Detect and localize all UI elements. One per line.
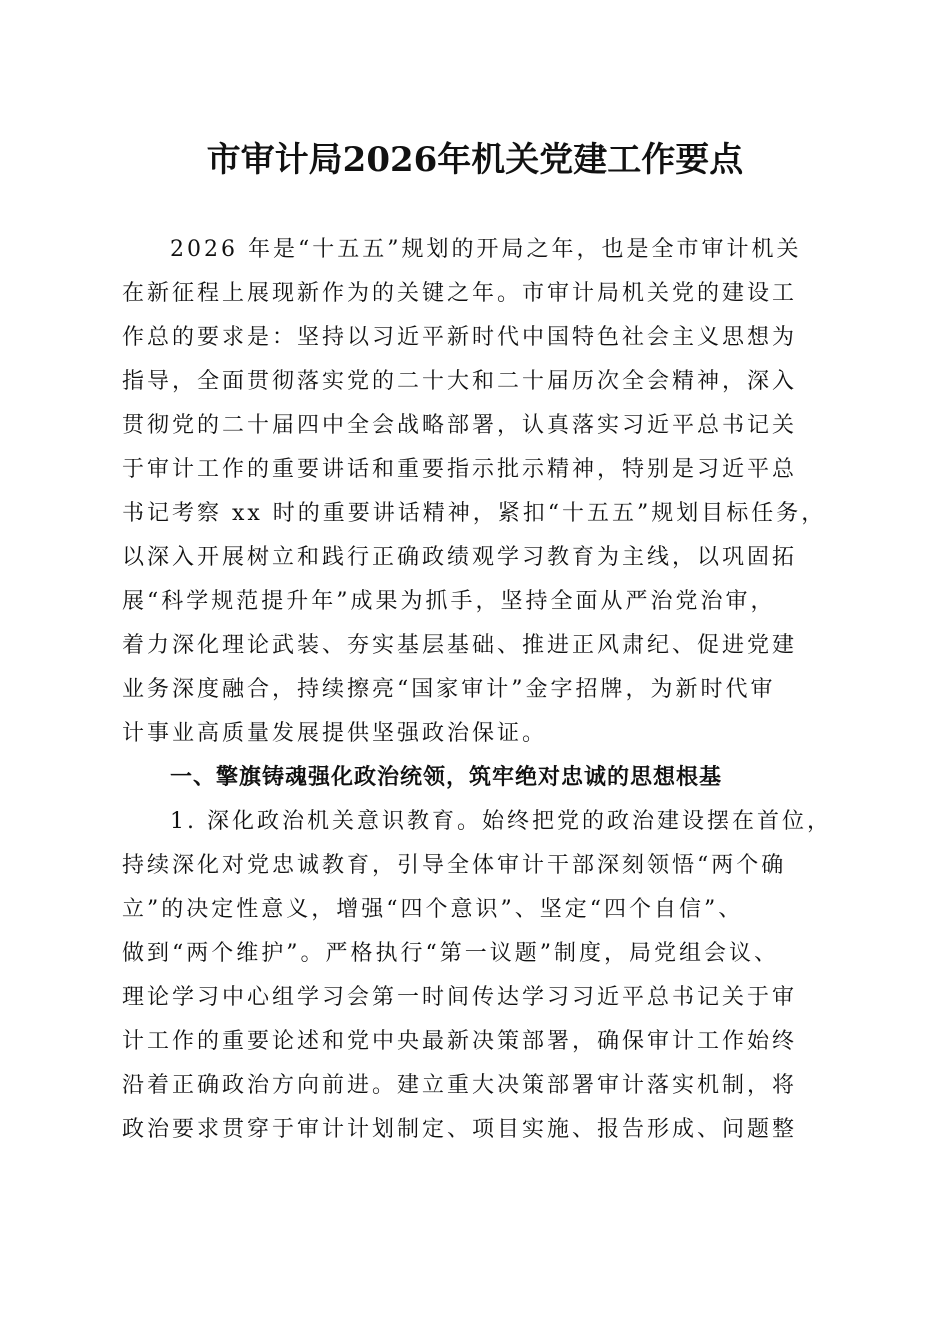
document-body (122, 228, 830, 1152)
paragraph-line: 计事业高质量发展提供坚强政治保证。 (122, 721, 548, 746)
paragraph-line: 书记考察 xx 时的重要讲话精神，紧扣“十五五”规划目标任务， (122, 501, 827, 526)
paragraph-line: 持续深化对党忠诚教育，引导全体审计干部深刻领悟“两个确 (122, 853, 787, 878)
document-title: 市审计局2026年机关党建工作要点 (206, 140, 744, 180)
paragraph-line: 着力深化理论武装、夯实基层基础、推进正风肃纪、促进党建 (122, 633, 798, 658)
paragraph-line: 1. 深化政治机关意识教育。始终把党的政治建设摆在首位， (170, 809, 832, 834)
paragraph-line: 贯彻党的二十届四中全会战略部署，认真落实习近平总书记关 (122, 413, 798, 438)
paragraph-line: 展“科学规范提升年”成果为抓手，坚持全面从严治党治审， (122, 589, 776, 614)
paragraph-line: 以深入开展树立和践行正确政绩观学习教育为主线，以巩固拓 (122, 545, 798, 570)
paragraph-line: 理论学习中心组学习会第一时间传达学习习近平总书记关于审 (122, 985, 798, 1010)
paragraph-line: 2026 年是“十五五”规划的开局之年，也是全市审计机关 (170, 237, 802, 262)
paragraph-line: 立”的决定性意义，增强“四个意识”、坚定“四个自信”、 (122, 897, 744, 922)
paragraph-line: 于审计工作的重要讲话和重要指示批示精神，特别是习近平总 (122, 457, 798, 482)
paragraph-line: 指导，全面贯彻落实党的二十大和二十届历次全会精神，深入 (122, 369, 798, 394)
section-heading: 一、擎旗铸魂强化政治统领，筑牢绝对忠诚的思想根基 (170, 765, 723, 790)
paragraph-line: 业务深度融合，持续擦亮“国家审计”金字招牌，为新时代审 (122, 677, 776, 702)
paragraph-line: 沿着正确政治方向前进。建立重大决策部署审计落实机制，将 (122, 1073, 798, 1098)
paragraph-line: 在新征程上展现新作为的关键之年。市审计局机关党的建设工 (122, 281, 798, 306)
paragraph-line: 作总的要求是：坚持以习近平新时代中国特色社会主义思想为 (122, 325, 798, 350)
paragraph-line: 计工作的重要论述和党中央最新决策部署，确保审计工作始终 (122, 1029, 798, 1054)
paragraph-line: 政治要求贯穿于审计计划制定、项目实施、报告形成、问题整 (122, 1117, 798, 1142)
paragraph-line: 做到“两个维护”。严格执行“第一议题”制度，局党组会议、 (122, 941, 779, 966)
